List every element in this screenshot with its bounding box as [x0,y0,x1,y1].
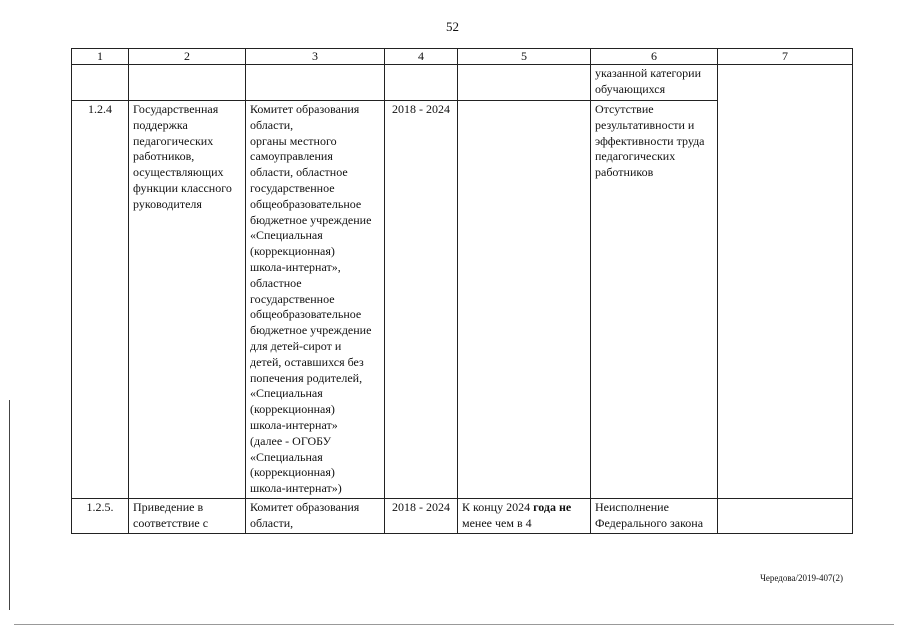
text-line: общеобразовательное [250,307,362,322]
text-line: областное [250,275,302,290]
column-header: 3 [246,49,385,65]
period: 2018 - 2024 [385,101,458,499]
text-line: руководителя [133,196,202,211]
text-line: общеобразовательное [250,196,362,211]
text-line: поддержка [133,117,188,132]
bold-fragment: года не [533,499,572,514]
text-line: «Специальная [250,228,323,243]
text-line: (далее - ОГОБУ [250,433,332,448]
note [718,498,853,533]
text-line: педагогических [595,149,676,164]
text-line: (коррекционная) [250,402,335,417]
text-line [462,500,586,516]
text-line: Государственная [133,102,219,116]
table-row [72,498,853,533]
expected-result [458,65,591,101]
scan-bottom-line [14,624,894,625]
text-line: менее чем в 4 [462,515,532,530]
row-number: 1.2.4 [72,101,129,499]
period: 2018 - 2024 [385,498,458,533]
executor [246,101,385,499]
text-line: школа-интернат») [250,481,342,496]
text-line: Приведение в [133,499,204,514]
text-line: органы местного [250,133,337,148]
page-number: 52 [446,19,459,34]
document-code: Чередова/2019-407(2) [760,573,843,583]
text-line: попечения родителей, [250,370,363,385]
text-line: Комитет образования [250,499,360,514]
text-line: области, [250,515,294,530]
text-line: Отсутствие [595,102,654,116]
text-line: результативности и [595,117,695,132]
expected-result [458,101,591,499]
note [718,65,853,499]
period [385,65,458,101]
table-header-row [72,49,853,65]
text-line: указанной категории [595,66,702,80]
measure-name [129,498,246,533]
text-line: осуществляющих [133,165,224,180]
column-header: 2 [129,49,246,65]
text-line: «Специальная [250,449,323,464]
text-line: эффективности труда [595,133,705,148]
column-header: 6 [591,49,718,65]
text-line: Неисполнение [595,499,669,514]
column-header: 5 [458,49,591,65]
text-line: самоуправления [250,149,333,164]
text-line: бюджетное учреждение [250,212,372,227]
text-line: государственное [250,180,335,195]
text-line: Федерального закона [595,515,704,530]
column-header: 4 [385,49,458,65]
text-line: работников [595,165,654,180]
text-line: области, [250,117,294,132]
measure-name [129,65,246,101]
text-line: Комитет образования [250,102,360,116]
text-line: для детей-сирот и [250,338,342,353]
executor [246,498,385,533]
text-line: обучающихся [595,81,666,96]
row-number [72,65,129,101]
measures-table [71,48,853,534]
executor [246,65,385,101]
expected-result [458,498,591,533]
scan-margin-line [9,400,10,610]
column-header: 7 [718,49,853,65]
text-fragment: К концу 2024 [462,499,534,514]
risk [591,498,718,533]
text-line: школа-интернат» [250,417,338,432]
measure-name [129,101,246,499]
text-line: школа-интернат», [250,259,341,274]
risk [591,101,718,499]
row-number: 1.2.5. [72,498,129,533]
text-line: функции классного [133,180,232,195]
text-line: (коррекционная) [250,244,335,259]
text-line: «Специальная [250,386,323,401]
column-header: 1 [72,49,129,65]
text-line: педагогических [133,133,214,148]
text-line: бюджетное учреждение [250,323,372,338]
text-line: государственное [250,291,335,306]
text-line: работников, [133,149,195,164]
text-line: детей, оставшихся без [250,354,364,369]
table-row [72,65,853,101]
risk [591,65,718,101]
text-line: соответствие с [133,515,209,530]
text-line: (коррекционная) [250,465,335,480]
text-line: области, областное [250,165,348,180]
